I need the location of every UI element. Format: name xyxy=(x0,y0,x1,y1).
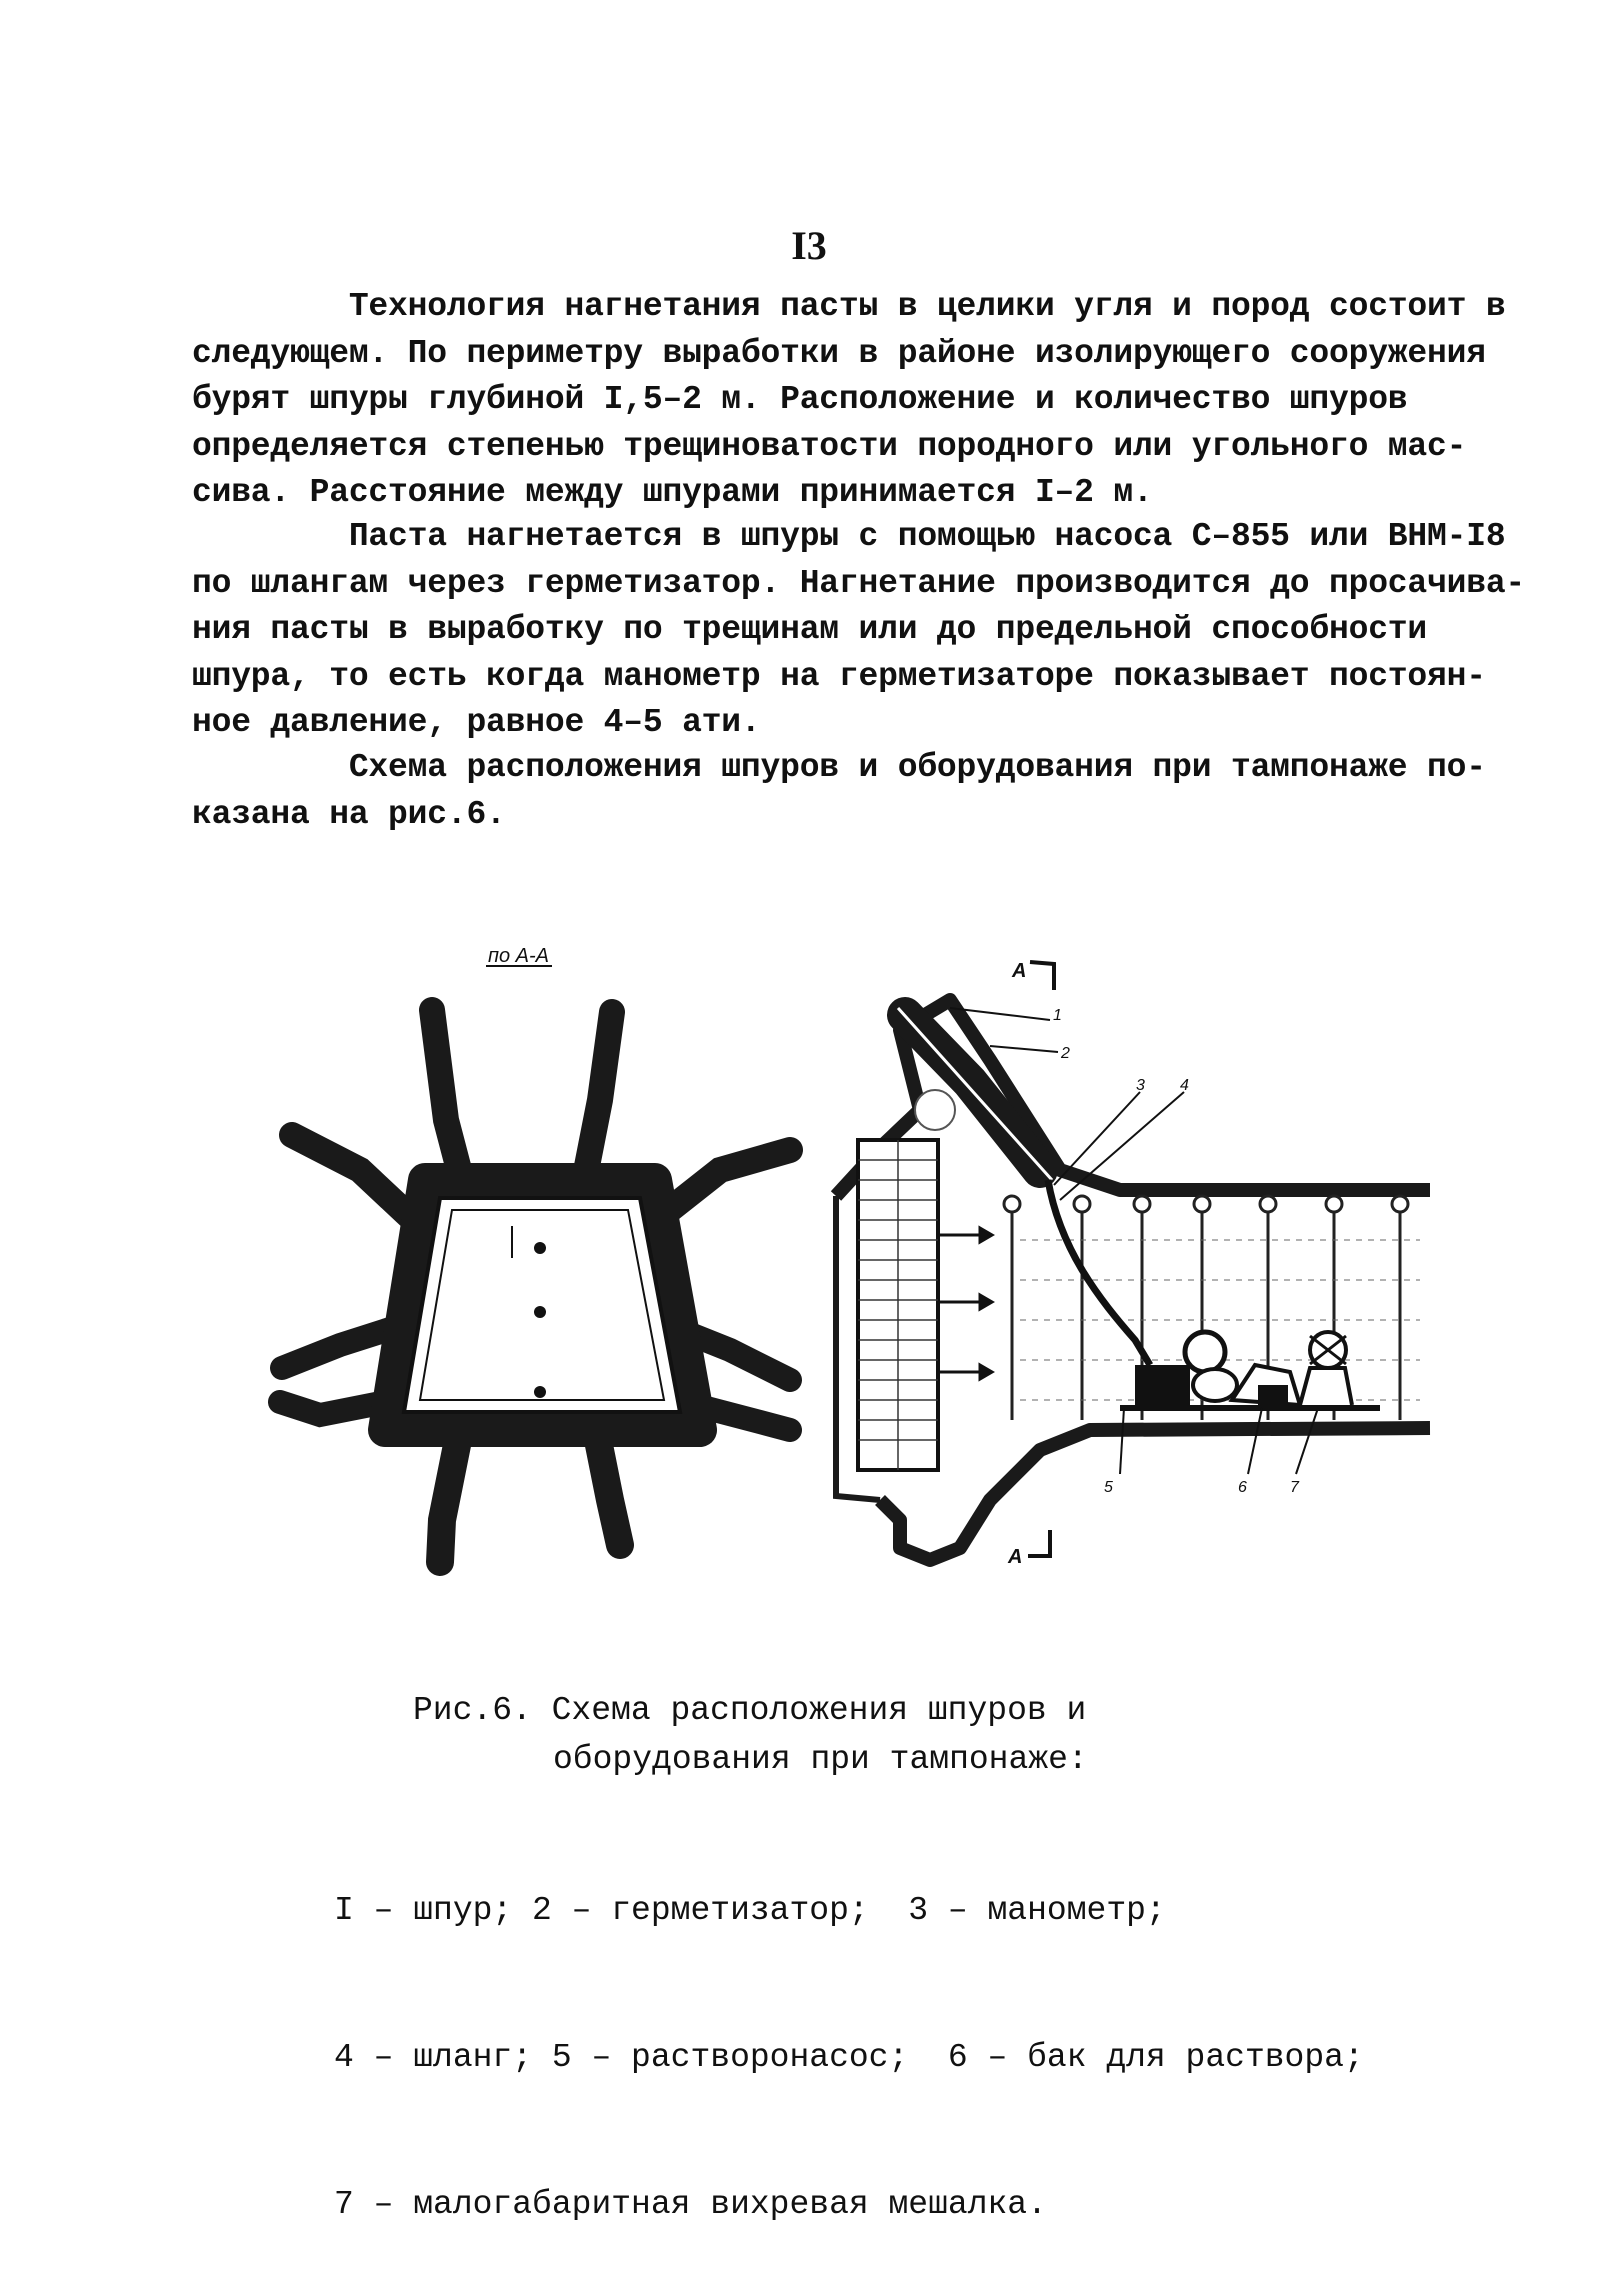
callout-2: 2 xyxy=(1061,1045,1070,1062)
text-line: следующем. По периметру выработки в районе изолирующего сооружения xyxy=(192,334,1486,372)
text-line: сива. Расстояние между шпурами принимается I–2 м. xyxy=(192,474,1153,511)
text-line: казана на рис.6. xyxy=(192,795,506,833)
text-line: по шлангам через герметизатор. Нагнетание производится до просачива- xyxy=(192,564,1526,602)
callout-7: 7 xyxy=(1290,1479,1299,1496)
cavity xyxy=(915,1090,955,1130)
borehole xyxy=(596,1430,620,1545)
floor-contour xyxy=(880,1428,1430,1560)
figure-legend xyxy=(334,1788,1364,2278)
callout-1: 1 xyxy=(1053,1007,1062,1024)
tunnel-opening xyxy=(404,1198,680,1412)
pump-body xyxy=(1193,1369,1237,1401)
legend-line: 4 – шланг; 5 – растворонасос; 6 – бак для раствора; xyxy=(334,2039,1364,2076)
text-line: ния пасты в выработку по трещинам или до предельной способности xyxy=(192,611,1428,648)
text-line: Схема расположения шпуров и оборудования при тампонаже по- xyxy=(192,749,1486,786)
borehole xyxy=(440,1430,460,1562)
section-mark-arrow-top xyxy=(1030,962,1054,990)
page-number: I3 xyxy=(791,223,827,268)
section-mark-arrow-bottom xyxy=(1028,1530,1050,1556)
callout-3: 3 xyxy=(1136,1077,1145,1094)
text-line: шпура, то есть когда манометр на герметизаторе показывает постоян- xyxy=(192,657,1486,695)
figure-caption-title: Рис.6. Схема расположения шпуров и xyxy=(413,1692,1087,1729)
legend-line: I – шпур; 2 – герметизатор; 3 – манометр; xyxy=(334,1892,1166,1929)
text-line: Технология нагнетания пасты в целики угля и пород состоит в xyxy=(192,288,1506,325)
vortex-mixer xyxy=(1300,1368,1352,1405)
mortar-pump xyxy=(1135,1365,1190,1405)
text-line: определяется степенью трещиноватости породного или угольного мас- xyxy=(192,427,1467,465)
section-mark-top: А xyxy=(1012,960,1027,982)
bolt-marker xyxy=(534,1242,546,1254)
figure-caption-title-continued: оборудования при тампонаже: xyxy=(553,1741,1088,1778)
bolt-marker xyxy=(534,1386,546,1398)
text-line: Паста нагнетается в шпуры с помощью насоса С–855 или ВНМ-I8 xyxy=(192,518,1506,555)
tank-base xyxy=(1258,1385,1288,1405)
section-label: по А-А xyxy=(488,945,550,967)
text-line: бурят шпуры глубиной I,5–2 м. Расположение и количество шпуров xyxy=(192,381,1408,418)
pump-wheel xyxy=(1185,1332,1225,1372)
injection-arrows xyxy=(940,1228,992,1379)
bolt-marker xyxy=(534,1306,546,1318)
cross-section-view xyxy=(280,945,790,1562)
legend-line: 7 – малогабаритная вихревая мешалка. xyxy=(334,2186,1047,2223)
callout-5: 5 xyxy=(1104,1479,1113,1496)
longitudinal-view xyxy=(836,960,1430,1568)
text-line: ное давление, равное 4–5 ати. xyxy=(192,704,761,741)
callout-4: 4 xyxy=(1180,1077,1189,1094)
section-mark-bottom: А xyxy=(1008,1546,1023,1568)
callout-6: 6 xyxy=(1238,1479,1247,1496)
